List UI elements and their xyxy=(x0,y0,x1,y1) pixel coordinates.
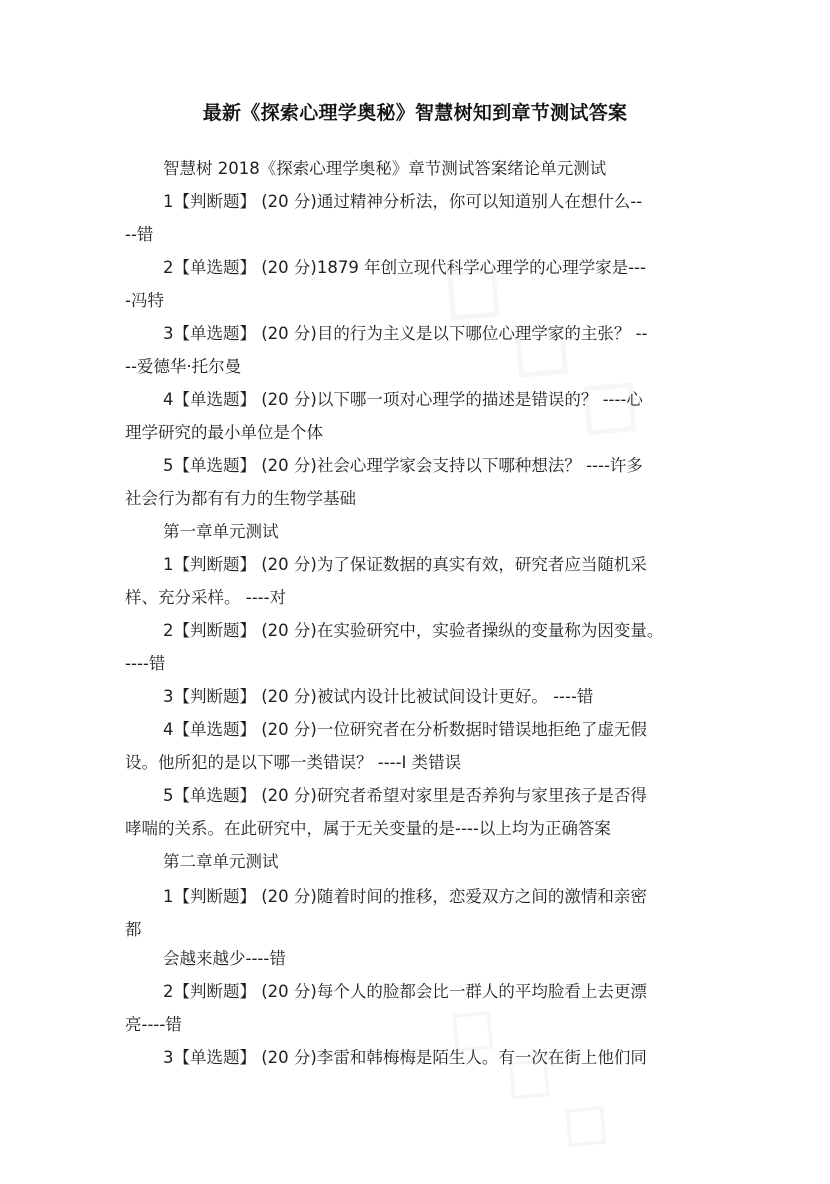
answer-line: 会越来越少----错 xyxy=(163,949,286,968)
question-line: 5【单选题】 (20 分)研究者希望对家里是否养狗与家里孩子是否得 xyxy=(163,786,647,805)
answer-line: 设。他所犯的是以下哪一类错误？ ----I 类错误 xyxy=(125,753,462,772)
question-line: 4【单选题】 (20 分)一位研究者在分析数据时错误地拒绝了虚无假 xyxy=(163,720,647,739)
intro-line: 智慧树 2018《探索心理学奥秘》章节测试答案绪论单元测试 xyxy=(163,159,607,178)
question-line: 3【单选题】 (20 分)目的行为主义是以下哪位心理学家的主张？ -- xyxy=(163,324,648,343)
question-line: 2【单选题】 (20 分)1879 年创立现代科学心理学的心理学家是--- xyxy=(163,258,646,277)
answer-line: ----错 xyxy=(125,654,166,673)
page-title: 最新《探索心理学奥秘》智慧树知到章节测试答案 xyxy=(202,102,628,124)
answer-line: 理学研究的最小单位是个体 xyxy=(125,423,323,442)
answer-line: 亮----错 xyxy=(125,1015,182,1034)
answer-line: --错 xyxy=(125,225,154,244)
question-line: 2【判断题】 (20 分)在实验研究中，实验者操纵的变量称为因变量。 xyxy=(163,621,664,640)
question-line: 3【单选题】 (20 分)李雷和韩梅梅是陌生人。有一次在街上他们同 xyxy=(163,1048,647,1067)
question-line: 5【单选题】 (20 分)社会心理学家会支持以下哪种想法？ ----许多 xyxy=(163,456,643,475)
answer-line: 哮喘的关系。在此研究中，属于无关变量的是----以上均为正确答案 xyxy=(125,819,611,838)
answer-line: 样、充分采样。 ----对 xyxy=(125,588,287,607)
answer-line: --爱德华·托尔曼 xyxy=(125,357,242,376)
question-line: 1【判断题】 (20 分)通过精神分析法，你可以知道别人在想什么-- xyxy=(163,192,643,211)
question-line: 2【判断题】 (20 分)每个人的脸都会比一群人的平均脸看上去更漂 xyxy=(163,982,647,1001)
section-heading: 第二章单元测试 xyxy=(163,852,279,871)
answer-line: 都 xyxy=(125,920,142,939)
section-heading: 第一章单元测试 xyxy=(163,522,279,541)
question-line: 1【判断题】 (20 分)为了保证数据的真实有效，研究者应当随机采 xyxy=(163,555,647,574)
answer-line: 社会行为都有有力的生物学基础 xyxy=(125,489,356,508)
question-line: 1【判断题】 (20 分)随着时间的推移，恋爱双方之间的激情和亲密 xyxy=(163,887,647,906)
answer-line: -冯特 xyxy=(125,291,164,310)
question-line: 4【单选题】 (20 分)以下哪一项对心理学的描述是错误的？ ----心 xyxy=(163,390,643,409)
question-line: 3【判断题】 (20 分)被试内设计比被试间设计更好。 ----错 xyxy=(163,687,594,706)
